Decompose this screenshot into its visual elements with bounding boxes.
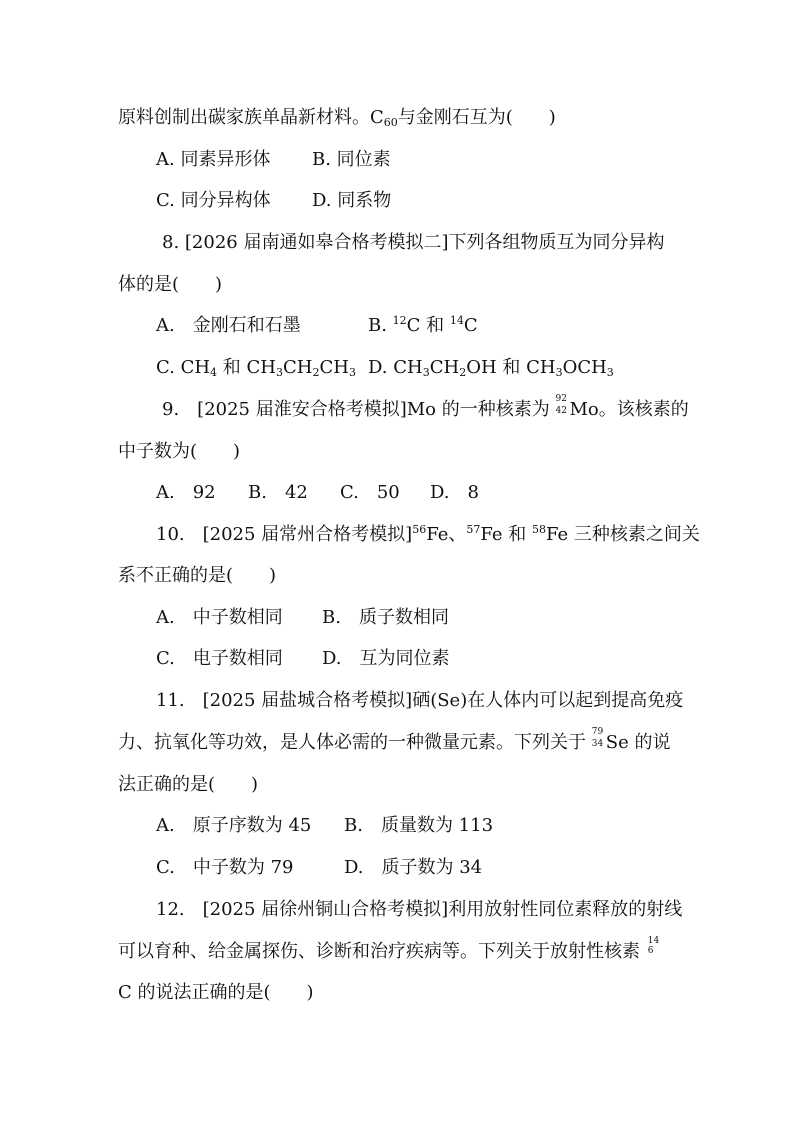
q11-option-a: A. 原子序数为 45 xyxy=(156,815,312,836)
q12-stem-line3: C 的说法正确的是( ) xyxy=(118,982,314,1003)
q7-subscript: 60 xyxy=(383,116,398,129)
q10-option-a: A. 中子数相同 xyxy=(156,607,283,628)
q11-stem-line3: 法正确的是( ) xyxy=(118,774,259,795)
q8-option-d: D. $CH_3CH_2OH$ 和 $CH_3OCH_3$ xyxy=(368,357,614,379)
q9-option-c: C. 50 xyxy=(340,482,400,503)
q7-stem-line xyxy=(118,106,556,130)
q11-option-d: D. 质子数为 34 xyxy=(344,857,483,878)
q10-option-b: B. 质子数相同 xyxy=(322,607,449,628)
q11-nuclide-symbol: 79 34 xyxy=(591,727,604,749)
q7-stem-tail: 与金刚石互为( ) xyxy=(397,107,556,128)
q10-stem-line2: 系不正确的是( ) xyxy=(118,565,277,586)
q7-option-d: D. 同系物 xyxy=(312,190,392,211)
q12-nuclide-symbol: 14 6 xyxy=(647,936,660,956)
q9-option-d: D. 8 xyxy=(430,482,479,503)
q7-option-a: A. 同素异形体 xyxy=(156,149,271,170)
q10-stem-line1: 10. [2025 届常州合格考模拟]$^{56}$Fe、$^{57}$Fe 和 $^{58}$Fe 三种核素之间关 xyxy=(156,523,700,545)
q8-stem-line1: 8. [2026 届南通如皋合格考模拟二]下列各组物质互为同分异构 xyxy=(162,232,665,253)
q7-option-b: B. 同位素 xyxy=(312,149,391,170)
q7-option-c: C. 同分异构体 xyxy=(156,190,271,211)
q10-option-c: C. 电子数相同 xyxy=(156,648,283,669)
q8-option-a: A. 金刚石和石墨 xyxy=(156,315,301,336)
q8-option-c: C. $CH_4$ 和 $CH_3CH_2CH_3$ xyxy=(156,357,356,379)
q10-option-d: D. 互为同位素 xyxy=(322,648,450,669)
q9-option-a: A. 92 xyxy=(156,482,216,503)
q11-option-c: C. 中子数为 79 xyxy=(156,857,294,878)
q9-stem-line1: 9. [2025 届淮安合格考模拟]Mo 的一种核素为 92 42 Mo。该核素的 xyxy=(162,394,689,420)
q11-stem-line1: 11. [2025 届盐城合格考模拟]硒(Se)在人体内可以起到提高免疫 xyxy=(156,690,684,711)
q9-option-b: B. 42 xyxy=(248,482,308,503)
q9-nuclide-symbol: 92 42 xyxy=(555,394,567,416)
q9-stem-line2: 中子数为( ) xyxy=(118,441,241,462)
q8-option-b: B. $^{12}$C 和 $^{14}$C xyxy=(368,314,478,336)
q11-stem-line2: 力、抗氧化等功效，是人体必需的一种微量元素。下列关于 79 34 Se 的说 xyxy=(118,727,671,753)
q7-stem-text: 原料创制出碳家族单晶新材料。C xyxy=(118,107,384,128)
q12-stem-line2: 可以育种、给金属探伤、诊断和治疗疾病等。下列关于放射性核素 14 6 xyxy=(118,940,662,964)
q8-stem-line2: 体的是( ) xyxy=(118,274,223,295)
q12-stem-line1: 12. [2025 届徐州铜山合格考模拟]利用放射性同位素释放的射线 xyxy=(156,899,683,920)
q11-option-b: B. 质量数为 113 xyxy=(344,815,494,836)
